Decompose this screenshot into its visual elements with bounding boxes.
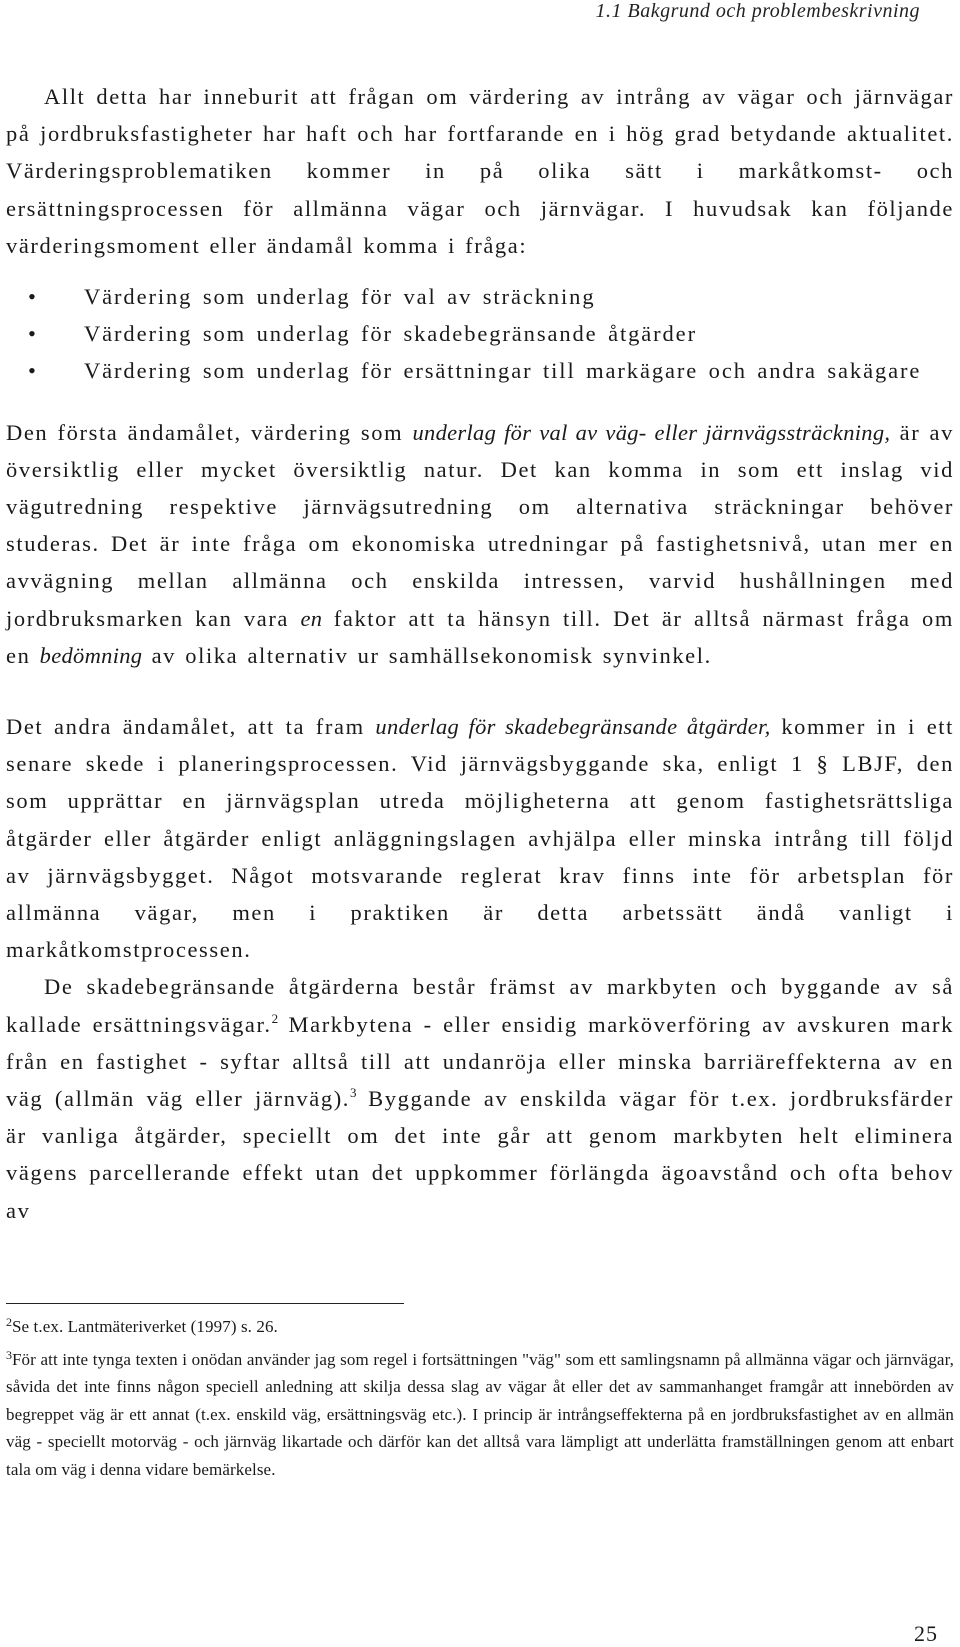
text-segment: faktor att ta hänsyn till. Det är alltså närmast fråga om en [6, 605, 954, 668]
page-number: 25 [914, 1621, 938, 1646]
bullet-icon: • [28, 284, 38, 310]
purpose-list [6, 278, 954, 390]
footnote-ref[interactable]: 2 [271, 1010, 279, 1026]
intro-paragraph: Allt detta har inneburit att frågan om värdering av intrång av vägar och järnvägar på jordbruksfastigheter har haft och har fortfarande en i hög grad betydande aktualitet. Värderingsproblematiken kommer in på olika sätt i markåtkomst- och ersättningsprocessen för allmänna vägar och järnvägar. I huvudsak kan följande värderingsmoment eller ändamål komma i fråga: [6, 84, 954, 258]
text-segment: Byggande av enskilda vägar för t.ex. jordbruksfärder är vanliga åtgärder, speciellt om det inte går att genom markbyten helt eliminera vägens parcellerande effekt utan det uppkommer förlängda ägoavstånd och ofta behov av [6, 1086, 954, 1223]
footnote-ref[interactable]: 3 [350, 1085, 357, 1101]
text-segment: Markbytena - eller ensidig marköverföring av avskuren mark från en fastighet - syftar alltså till att undanröja eller minska barriäreffekterna av en väg (allmän väg eller järnväg). [6, 1011, 955, 1112]
footnote-divider [6, 1303, 404, 1304]
list-item-text: Värdering som underlag för val av sträckning [84, 284, 596, 310]
footnote-text: Se t.ex. Lantmäteriverket (1997) s. 26. [12, 1317, 278, 1336]
emphasis: underlag för val av väg- eller järnvägssträckning, [412, 419, 891, 445]
text-segment: Den första ändamålet, värdering som [6, 419, 413, 445]
bullet-icon: • [28, 321, 38, 347]
emphasis: underlag för skadebegränsande åtgärder, [375, 714, 771, 740]
text-segment: är av översiktlig eller mycket översiktlig natur. Det kan komma in som ett inslag vid vägutredning respektive järnvägsutredning om alternativa sträckningar behöver studeras. Det är inte fråga om ekonomiska utredningar på fastighetsnivå, utan mer en avvägning mellan allmänna och enskilda intressen, varvid hushållningen med jordbruksmarken kan vara [6, 419, 954, 631]
first-purpose-paragraph [6, 414, 954, 674]
footnote-number: 2 [6, 1315, 12, 1329]
measures-paragraph [6, 968, 954, 1228]
list-item [6, 315, 954, 352]
footnote-text: För att inte tynga texten i onödan använder jag som regel i fortsättningen "väg" som ett samlingsnamn på allmänna vägar och järnvägar, såvida det inte finns någon speciell anledning att skilja dessa slag av vägar åt eller det av sammanhanget framgår att innebörden av begreppet väg är ett annat (t.ex. enskild väg, ersättningsväg etc.). I princip är intrångseffekterna på en jordbruksfastighet av en allmän väg - speciellt motorväg - och järnväg likartade och därför kan det alltså vara lämpligt att underlätta framställningen genom att enbart tala om väg i denna vidare bemärkelse. [6, 1349, 954, 1479]
footnote [6, 1346, 954, 1484]
second-purpose-paragraph [6, 708, 954, 968]
footnote-number: 3 [6, 1347, 12, 1362]
list-item-text: Värdering som underlag för ersättningar till markägare och andra sakägare [84, 358, 922, 384]
list-item [6, 278, 954, 315]
text-segment: De skadebegränsande åtgärderna består främst av markbyten och byggande av så kallade ersättningsvägar. [6, 974, 954, 1037]
text-segment: Det andra ändamålet, att ta fram [6, 714, 376, 740]
body-text [6, 78, 954, 1229]
running-header: 1.1 Bakgrund och problembeskrivning [595, 0, 920, 22]
list-item-text: Värdering som underlag för skadebegränsande åtgärder [84, 321, 697, 347]
emphasis: en [300, 605, 323, 631]
list-item [6, 352, 954, 389]
footnotes [6, 1313, 954, 1488]
footnote [6, 1313, 954, 1341]
bullet-icon: • [28, 358, 38, 384]
text-segment: av olika alternativ ur samhällsekonomisk synvinkel. [142, 642, 712, 668]
text-segment: kommer in i ett senare skede i planeringsprocessen. Vid järnvägsbyggande ska, enligt 1 § LBJF, den som upprättar en järnvägsplan utreda möjligheterna att genom fastighetsrättsliga åtgärder eller åtgärder enligt anläggningslagen avhjälpa eller minska intrång till följd av järnvägsbygget. Något motsvarande reglerat krav finns inte för arbetsplan för allmänna vägar, men i praktiken är detta arbetssätt ändå vanligt i markåtkomstprocessen. [6, 714, 954, 963]
emphasis: bedömning [39, 642, 143, 668]
